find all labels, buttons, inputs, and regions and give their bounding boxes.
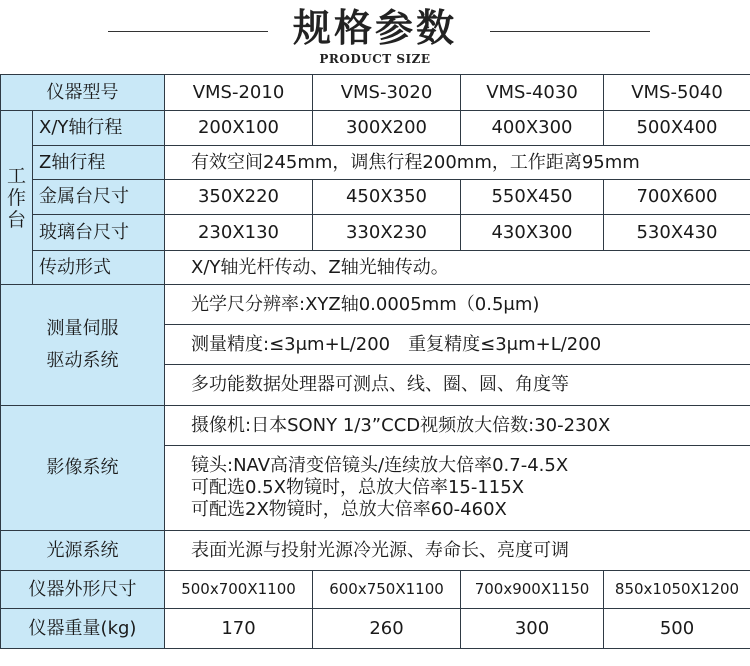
resolution-row — [1, 285, 750, 325]
measurement-label-line: 测量伺服 — [46, 318, 119, 339]
drive-row — [1, 251, 750, 285]
lens-line: 可配选0.5X物镜时，总放大倍率15-115X — [191, 477, 525, 498]
weight-cell: 170 — [165, 609, 313, 649]
z-travel-row — [1, 146, 750, 180]
drive-label: 传动形式 — [33, 251, 165, 285]
lens-line: 镜头:NAV高清变倍镜头/连续放大倍率0.7-4.5X — [191, 455, 569, 476]
glass-stage-cell: 230X130 — [165, 215, 313, 251]
spec-table — [0, 74, 750, 649]
xy-travel-cell: 400X300 — [461, 111, 604, 146]
metal-stage-row — [1, 180, 750, 215]
xy-travel-cell: 500X400 — [604, 111, 750, 146]
weight-row — [1, 609, 750, 649]
glass-stage-label: 玻璃台尺寸 — [33, 215, 165, 251]
model-cell: VMS-3020 — [313, 75, 461, 111]
drive-text: X/Y轴光杆传动、Z轴光轴传动。 — [165, 251, 750, 285]
metal-stage-label: 金属台尺寸 — [33, 180, 165, 215]
header — [0, 0, 750, 74]
accuracy-text: 测量精度:≤3μm+L/200 重复精度≤3μm+L/200 — [165, 325, 750, 365]
xy-travel-cell: 200X100 — [165, 111, 313, 146]
xy-travel-row — [1, 111, 750, 146]
weight-cell: 500 — [604, 609, 750, 649]
light-row — [1, 531, 750, 571]
metal-stage-cell: 550X450 — [461, 180, 604, 215]
model-cell: VMS-2010 — [165, 75, 313, 111]
glass-stage-row — [1, 215, 750, 251]
xy-travel-label: X/Y轴行程 — [33, 111, 165, 146]
camera-text: 摄像机:日本SONY 1/3”CCD视频放大倍数:30-230X — [165, 406, 750, 446]
glass-stage-cell: 330X230 — [313, 215, 461, 251]
weight-cell: 300 — [461, 609, 604, 649]
processor-text: 多功能数据处理器可测点、线、圈、圆、角度等 — [165, 365, 750, 406]
dimensions-row — [1, 571, 750, 609]
camera-row — [1, 406, 750, 446]
lens-text — [165, 446, 750, 531]
glass-stage-cell: 530X430 — [604, 215, 750, 251]
page-title: 规格参数 — [292, 6, 457, 50]
z-travel-label: Z轴行程 — [33, 146, 165, 180]
glass-stage-cell: 430X300 — [461, 215, 604, 251]
weight-label: 仪器重量(kg) — [1, 609, 165, 649]
metal-stage-cell: 450X350 — [313, 180, 461, 215]
dimensions-label: 仪器外形尺寸 — [1, 571, 165, 609]
model-row — [1, 75, 750, 111]
model-cell: VMS-5040 — [604, 75, 750, 111]
workbench-label-char: 工 — [6, 164, 26, 187]
dimensions-cell: 700x900X1150 — [461, 571, 604, 609]
dimensions-cell: 850x1050X1200 — [604, 571, 750, 609]
z-travel-text: 有效空间245mm，调焦行程200mm，工作距离95mm — [165, 146, 750, 180]
light-label: 光源系统 — [1, 531, 165, 571]
resolution-text: 光学尺分辨率:XYZ轴0.0005mm（0.5μm) — [165, 285, 750, 325]
metal-stage-cell: 700X600 — [604, 180, 750, 215]
xy-travel-cell: 300X200 — [313, 111, 461, 146]
light-text: 表面光源与投射光源冷光源、寿命长、亮度可调 — [165, 531, 750, 571]
weight-cell: 260 — [313, 609, 461, 649]
metal-stage-cell: 350X220 — [165, 180, 313, 215]
model-cell: VMS-4030 — [461, 75, 604, 111]
dimensions-cell: 500x700X1100 — [165, 571, 313, 609]
measurement-label — [1, 285, 165, 406]
workbench-label-char: 台 — [6, 208, 26, 231]
workbench-label — [1, 111, 33, 285]
dimensions-cell: 600x750X1100 — [313, 571, 461, 609]
lens-line: 可配选2X物镜时，总放大倍率60-460X — [191, 499, 507, 520]
model-label: 仪器型号 — [1, 75, 165, 111]
measurement-label-line: 驱动系统 — [46, 350, 119, 371]
workbench-label-char: 作 — [6, 186, 26, 209]
page-subtitle: PRODUCT SIZE — [319, 52, 431, 66]
imaging-label: 影像系统 — [1, 406, 165, 531]
title-rule-right — [490, 31, 650, 32]
